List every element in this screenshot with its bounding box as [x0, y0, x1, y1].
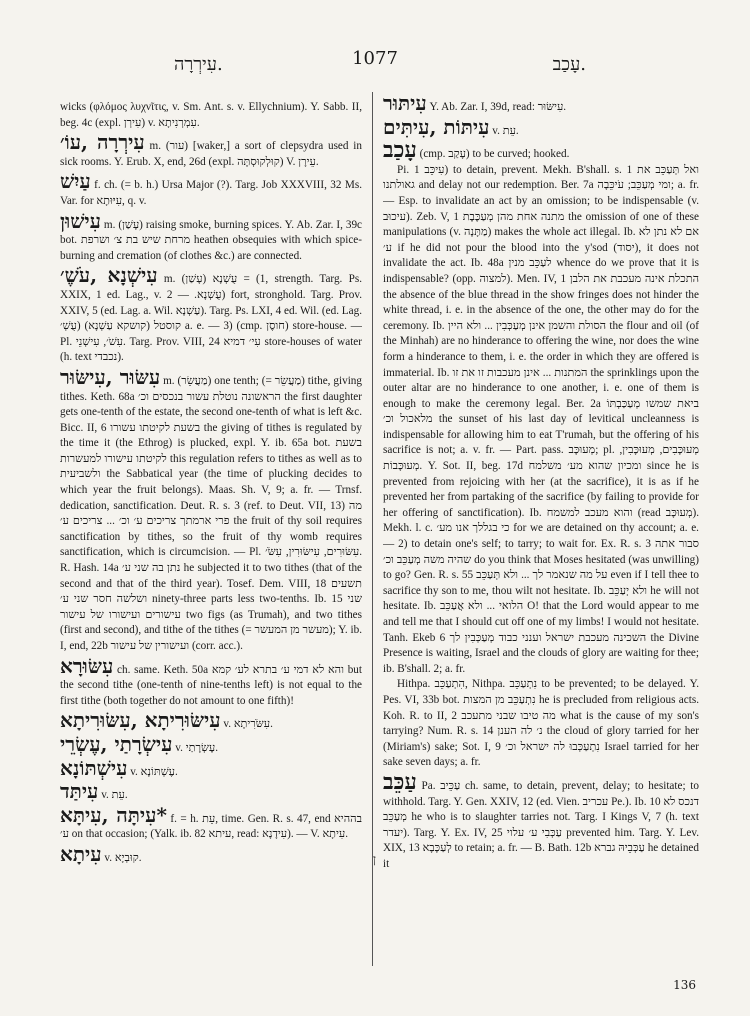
- dictionary-entry: [383, 92, 699, 116]
- entry-headword: עִשּׂוּר ,עִישּׂוּר: [60, 364, 161, 389]
- entry-headword: עָכַב: [383, 137, 417, 164]
- entry-headword: עִיתּוֹת ,עִיתִּים: [383, 114, 490, 139]
- entry-text: v. קוּבְיָא.: [104, 851, 142, 864]
- entry-headword: עִירְרָה ,עוֹ׳: [60, 130, 145, 155]
- entry-text: Y. Ab. Zar. I, 39d, read: עִישּׂוּר.: [429, 101, 567, 113]
- column-divider: [372, 92, 373, 966]
- entry-text: m. (עָשַׁן) 1) = עֻשְׁנָא, strength. Targ. Ps. XXIX, 1 ed. Lag., v. עֻשְׁנָא. — 2) fort, stronghold. Targ. Prov. XXIV, 5 (ed. Lag. a. Wil. עַשְׁנָא). Targ. Ps. LXI, 4 ed. Wil. (ed. Lag. עֻשְׁ׳) (קושקא עַשְׁנָא) קוסטל a. e. — 3) (cmp. חוסֶן) store-house. — Pl. עִשֹׁ׳, עִישְׁנֵי. Targ. Prov. VIII, 24 עִי׳ דמיא store-houses of water (h. text נכבדי).: [60, 273, 362, 364]
- dictionary-entry: [60, 655, 362, 710]
- entry-headword: עִשּׂוּרָא: [60, 653, 114, 678]
- entry-text: f. = h. עֵת, time. Gen. R. s. 47, end בההיא ע׳ on that occasion; (Yalk. ib. 82 עיתא, read: עִידָנָא). — V. עִיתָא.: [60, 812, 362, 841]
- page-number: 1077: [352, 48, 398, 69]
- entry-text: m. (עָשַׁן) raising smoke, burning spices. Y. Ab. Zar. I, 39c bot. מרחת שיש בת צ׳ ושרפת heathen obsequies with which spice-burning and cremation (of clothes &c.) are connected.: [60, 218, 362, 262]
- entry-headword: עַכֵּב: [383, 768, 417, 795]
- entry-text: (cmp. עָקַב) to be curved; hooked.: [419, 148, 570, 161]
- entry-text: f. ch. (= b. h.) Ursa Major (?). Targ. Job XXXVIII, 32 Ms. Var. for עִיּוּתָא, q. v.: [60, 179, 362, 207]
- dictionary-entry: [383, 768, 699, 873]
- header-guide-word-left: עִירְרָה.: [174, 54, 223, 75]
- dictionary-entry: [383, 139, 699, 163]
- dictionary-entry: [60, 264, 362, 366]
- entry-headword: *עִיתָּה ,עִיתָּא: [60, 802, 167, 827]
- page-header: [62, 48, 688, 78]
- dictionary-entry: [60, 170, 362, 209]
- dictionary-entry: [60, 366, 362, 655]
- entry-text: ch. same. Keth. 50a והא לא דמי ע׳ בתרא לע׳ קמא but the second tithe (one-tenth of nine-tenths left) is not equal to the first tithe (both together do not amount to one fifth)!: [60, 663, 362, 707]
- entry-text: v. עִשֹּׂרִיתָא.: [223, 718, 273, 731]
- entry-headword: עִיתּוּר: [383, 92, 427, 115]
- entry-headword: עִישְׁתּוֹנָא: [60, 755, 128, 780]
- dictionary-entry: [383, 163, 699, 678]
- dictionary-entry: [60, 210, 362, 265]
- entry-headword: עִיתַּד: [60, 779, 99, 804]
- dictionary-entry: [60, 780, 362, 804]
- entry-text: Pa. עַכֵּיב ch. same, to detain, prevent, delay; to hesitate; to withhold. Targ. Y. Gen. XXIV, 12 (ed. Vien. עכריב Pe.). Ib. 10 דנכס לא מְעַכֵּב he who is to slaughter tarries not. Targ. I Kings V, 7 (h. text יעדר). Targ. Y. Ex. IV, 25 עַכְּבִי ע׳ עלוי prevented him. Targ. Y. Lev. XIX, 13 לְעַכָּבָא to retain; a. fr. — B. Bath. 12b עַכְּבֵיהּ גברא he detained it: [383, 779, 699, 870]
- entry-headword: עִישׁוּן: [60, 208, 101, 233]
- entry-headword: עִישּׂוּרִיתָא ,עִשּׂוּרִיתָא: [60, 708, 221, 733]
- entry-text: v. עֵת.: [492, 124, 519, 137]
- entry-text: v. עֵת.: [101, 789, 128, 802]
- entry-text: v. עֶשְׂרָתַי.: [175, 741, 219, 754]
- entry-text: Hithpa. הִתְעַכֵּב, Nithpa. נִתְעַכֵּב to be prevented; to be delayed. Y. Pes. VI, 33b bot. נִתְעַכֵּב מן המצות he is precluded from religious acts. Koh. R. to II, 2 מה טיבו שבני מתעכב what is the cause of my son's tarrying? Num. R. s. 14 נ׳ לה הענן the cloud of glory tarried for her (Miriam's) sake; Sot. I, 9 נִתְעַכְּבוּ לה ישראל וכ׳ Israel tarried for her sake seven days; a. fr.: [383, 678, 699, 769]
- dictionary-entry: [60, 804, 362, 843]
- dictionary-entry: [60, 709, 362, 733]
- dictionary-entry: [60, 92, 362, 131]
- left-column: [60, 92, 362, 966]
- entry-text: m. (מַעֲשֵׂר) one tenth; (= מַעֲשֵׂר) tithe, giving tithes. Keth. 68a הראשונה נוטלת עשור בנכסים וכ׳ the first daughter gets one-tenth of the estate, the second one-tenth of what is left &c. Bicc. II, 6 בשעת לקיטתו עשורו the giving of tithes is regulated by the time it (the Ethrog) is plucked, expl. Y. ib. 65a bot. בשעת לקיטתו עישורו למעשרות this regulation refers to tithes as well as to ולשביעית the Sabbatical year (the time of plucking decides to which year the fruit belongs). Maas. Sh. V, 9; a. fr. — Trnsf. dedication, sanctification. Deut. R. s. 3 (ref. to Deut. VII, 13) מה פרי ארמתך צריכים ע׳ וכ׳ ... צריכים ע׳ the fruit of thy soil requires sanctification by tithes, so the fruit of thy womb requires sanctification, which is circumcision. — Pl. עִשּׂוּרִים, עִישּׂוּרִין, עִשֹּׂ׳. R. Hash. 14a נתן בה שני ע׳ he subjected it to two tithes (that of the second and that of the third year). Tosef. Dem. VIII, 18 תשעים ושלשה חסר שני ע׳ ninety-three parts less two-tenths. Ib. 15 שני עישורים ועישורו של עישור two figs (as Trumah), and two tithes (first and second), and tithe of the tithes (= מעשר מן המעשר); Y. ib. I, end, 22b ועישורין של עישור (corr. acc.).: [60, 374, 362, 652]
- entry-headword: עִיתָא: [60, 841, 102, 866]
- dictionary-entry: [383, 677, 699, 771]
- margin-mark: ן: [373, 852, 377, 866]
- entry-text: m. (עור) [waker,] a sort of clepsydra used in sick rooms. Y. Erub. X, end, 26d (expl. קוּלְקוּסְתָּה) V. עֵירָן.: [60, 140, 362, 168]
- dictionary-entry: [60, 757, 362, 781]
- dictionary-entry: [60, 733, 362, 757]
- dictionary-entry: [383, 116, 699, 140]
- entry-text: v. עֶשְׁתּוֹנָא.: [130, 765, 178, 778]
- right-column: [383, 92, 699, 966]
- entry-text: wicks (φλόμος λυχνῖτις, v. Sm. Ant. s. v. Ellychnium). Y. Sabb. II, beg. 4c (expl. עִירְן) v. עִמְרְנִיתָא.: [60, 101, 362, 129]
- entry-text: Pi. עִיכֵּב 1) to detain, prevent. Mekh. B'shall. s. 1 ואל תְּעַכֵּב את גאולתנו and delay not our redemption. Ber. 7a ומי מְעַכֵּב; עֹיכֵּבָה; a. fr. — Esp. to invalidate an act by an omission; to be indispensable (v. עיכוּב). Zeb. V, 1 מתנה אחת מהן מְעַכֶּבֶת the omission of one of these manipulations (v. מַתָּנָה) makes the whole act illegal. Ib. אם לא נתן לא ע׳ if he did not pour the blood into the y'sod (יסוד), it does not invalidate the act. Ib. 48a לעַכֵּב מנין whence do we prove that it is indispensable? (opp. למצוה). Men. IV, 1 התכלת אינה מעכבת את הלבן the absence of the blue thread in the show fringes does not hinder the white thread, i. e. in the absence of the one, the other may do for the ceremony. Ib. הסולת והשמן אינן מְעַכְּבִין ... ולא היין the flour and oil (of the Minhah) are no hinderance to offering the wine, nor does the wine form a hinderance to them, i. e. the order in which they are offered is immaterial. Ib. המתנות ... אינן מעכבות זו את זו the sprinklings upon the outer altar are no hinderance to one another, i. e. one of them is enough to make the ceremony legal. Ber. 2a ביאת שמשו מְעַכַּבְתּוֹ מלאכול וכ׳ the sunset of his last day of levitical uncleanness is indispensable for allowing him to eat T'rumah, but the offering of his sacrifice is not; a. v. fr. — Part. pass. מְעוּכָּב; pl. מְעוּכָּבִים, מְעוּכָּבִין, מְעוּכָּבוֹת. Y. Sot. II, beg. 17d ומכיון שהוא מע׳ משלמח since he is prevented from rejoicing with her (at the sacrifice), it is as if he prevented her from partaking of the sacrifice (by failing to provide for her offering of sanctification). Ib. והוא מעכב למשמח (read מְעוּכָּב). Mekh. l. c. כי בגללך אנו מע׳ for we are detained on thy account; a. e. — 2) to detain one's self; to tarry; to wait for. Ex. R. s. 3 סבור אתה שהיה משה מְעַכֵּב וכ׳ do you think that Moses hesitated (was unwilling) to go? Gen. R. s. 55 על מה שנאמר לך ... ולא תְּעַכֵּב even if I tell thee to sacrifice thy son to me, thou wilt not hesitate. Ib. ולא יְעַכֵּב he will not hesitate. Ib. הלואי ... ולא אֲעַכֵּב O! that the Lord would appear to me and tell me that I should cut off one of my limbs! I would not hesitate. Tanh. Ekeb 6 השכינה מעכבת ישראל וענני כבוד מְעַכְּבִין לך the Divine Presence is waiting, Israel and the clouds of glory are waiting for thee; ib. B'shall. 2; a. fr.: [383, 163, 699, 675]
- entry-headword: עַיִשׁ: [60, 169, 91, 194]
- header-guide-word-right: עָכַב.: [552, 54, 586, 75]
- dictionary-entry: [60, 843, 362, 867]
- entry-headword: עִישְׁנָא ,עֹשֶׁ׳: [60, 263, 158, 288]
- signature-mark: 136: [673, 978, 696, 992]
- dictionary-entry: [60, 131, 362, 170]
- entry-headword: עִישְׂרָתַי ,עֶשְׂרֵי: [60, 731, 173, 756]
